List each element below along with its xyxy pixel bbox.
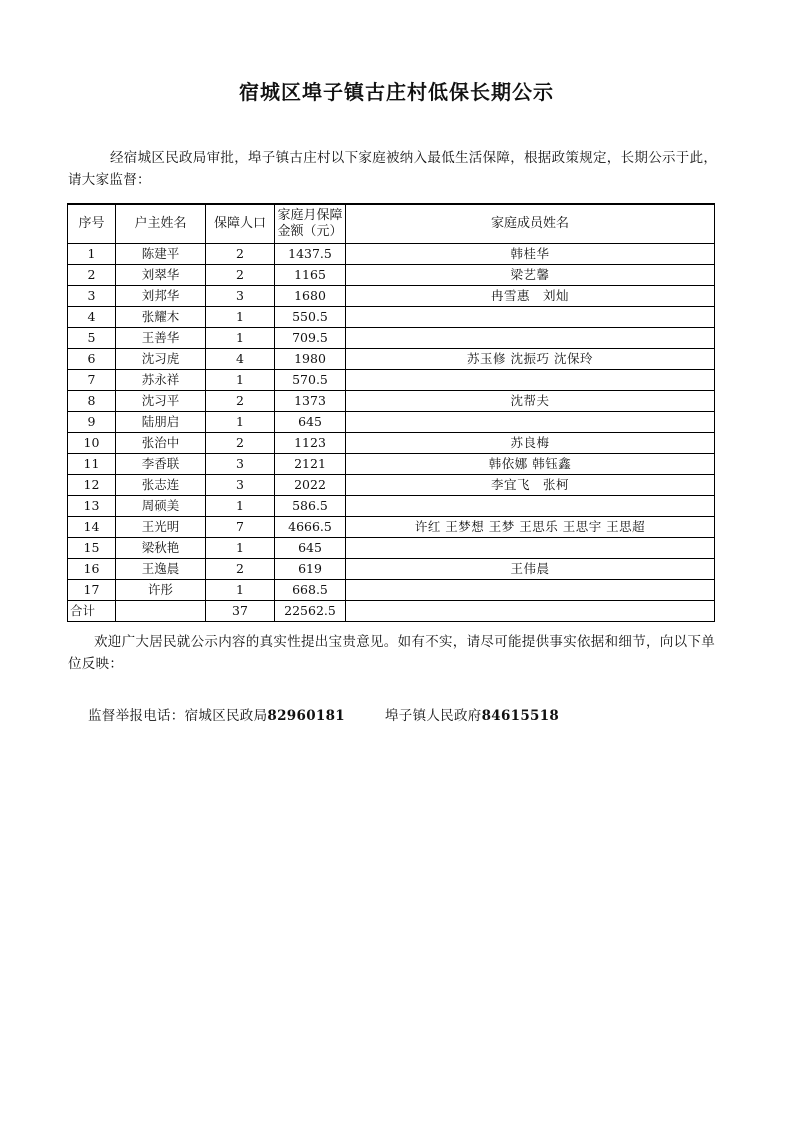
intro-paragraph: 经宿城区民政局审批，埠子镇古庄村以下家庭被纳入最低生活保障，根据政策规定，长期公示于此，请大家监督： [68,150,718,188]
cell-seq: 7 [68,370,116,391]
header-count: 保障人口 [206,204,275,244]
cell-householder: 张耀木 [116,307,206,328]
cell-count: 1 [206,328,275,349]
contact-line [88,704,559,724]
cell-members: 梁艺馨 [346,265,715,286]
cell-members [346,496,715,517]
cell-amount: 1437.5 [275,244,346,265]
cell-members [346,307,715,328]
table-row [68,391,715,412]
cell-seq: 8 [68,391,116,412]
cell-householder: 陆朋启 [116,412,206,433]
contact-phone-1: 82960181 [267,708,345,724]
table-row [68,538,715,559]
cell-count: 1 [206,580,275,601]
cell-seq: 5 [68,328,116,349]
header-amount: 家庭月保障金额（元） [275,204,346,244]
cell-members [346,328,715,349]
cell-householder: 张治中 [116,433,206,454]
cell-seq: 10 [68,433,116,454]
cell-seq: 15 [68,538,116,559]
cell-seq: 12 [68,475,116,496]
cell-seq: 4 [68,307,116,328]
cell-seq: 2 [68,265,116,286]
cell-count: 2 [206,265,275,286]
cell-seq: 11 [68,454,116,475]
cell-amount: 2022 [275,475,346,496]
cell-members [346,538,715,559]
cell-householder: 刘翠华 [116,265,206,286]
table-header-row [68,204,715,244]
table-row [68,454,715,475]
contact-phone-2: 84615518 [481,708,560,724]
cell-members: 苏玉修 沈振巧 沈保玲 [346,349,715,370]
cell-householder: 李香联 [116,454,206,475]
cell-householder: 王逸晨 [116,559,206,580]
cell-amount: 645 [275,538,346,559]
cell-householder: 梁秋艳 [116,538,206,559]
cell-count: 2 [206,244,275,265]
cell-amount: 550.5 [275,307,346,328]
cell-count: 1 [206,307,275,328]
contact-org-1: 宿城区民政局 [184,708,268,724]
cell-householder: 沈习平 [116,391,206,412]
cell-householder: 周硕美 [116,496,206,517]
cell-seq: 1 [68,244,116,265]
header-seq: 序号 [68,204,116,244]
table-row [68,517,715,538]
cell-count: 1 [206,496,275,517]
subsidy-table [67,203,715,622]
table-row [68,286,715,307]
total-label: 合计 [68,601,116,622]
cell-count: 2 [206,433,275,454]
cell-amount: 645 [275,412,346,433]
contact-org-2: 埠子镇人民政府 [384,708,482,724]
table-row [68,244,715,265]
cell-count: 4 [206,349,275,370]
cell-members: 韩桂华 [346,244,715,265]
cell-amount: 709.5 [275,328,346,349]
total-members [346,601,715,622]
cell-householder: 张志连 [116,475,206,496]
cell-members: 许红 王梦想 王梦 王思乐 王思宇 王思超 [346,517,715,538]
cell-seq: 3 [68,286,116,307]
cell-members [346,580,715,601]
cell-householder: 刘邦华 [116,286,206,307]
table-row [68,433,715,454]
table-row [68,412,715,433]
cell-members: 沈帮夫 [346,391,715,412]
total-row [68,601,715,622]
table-row [68,475,715,496]
table-row [68,580,715,601]
cell-householder: 苏永祥 [116,370,206,391]
cell-members: 冉雪惠 刘灿 [346,286,715,307]
table-row [68,370,715,391]
cell-count: 1 [206,370,275,391]
cell-members: 王伟晨 [346,559,715,580]
cell-members [346,412,715,433]
cell-amount: 1980 [275,349,346,370]
cell-amount: 586.5 [275,496,346,517]
cell-householder: 陈建平 [116,244,206,265]
cell-seq: 16 [68,559,116,580]
cell-seq: 6 [68,349,116,370]
cell-amount: 1373 [275,391,346,412]
contact-label: 监督举报电话： [88,708,185,724]
cell-householder: 沈习虎 [116,349,206,370]
total-count: 37 [206,601,275,622]
total-householder [116,601,206,622]
cell-count: 1 [206,412,275,433]
total-amount: 22562.5 [275,601,346,622]
cell-members: 李宜飞 张柯 [346,475,715,496]
cell-seq: 17 [68,580,116,601]
cell-members: 韩依娜 韩钰鑫 [346,454,715,475]
cell-count: 1 [206,538,275,559]
cell-seq: 14 [68,517,116,538]
header-members: 家庭成员姓名 [346,204,715,244]
cell-count: 7 [206,517,275,538]
cell-count: 3 [206,475,275,496]
cell-householder: 许彤 [116,580,206,601]
cell-count: 2 [206,391,275,412]
table-body [68,244,715,601]
cell-amount: 1123 [275,433,346,454]
table-row [68,349,715,370]
cell-seq: 9 [68,412,116,433]
cell-amount: 4666.5 [275,517,346,538]
table-row [68,559,715,580]
cell-householder: 王光明 [116,517,206,538]
page-title: 宿城区埠子镇古庄村低保长期公示 [239,80,554,104]
cell-count: 3 [206,286,275,307]
table-row [68,265,715,286]
cell-amount: 619 [275,559,346,580]
table-row [68,307,715,328]
cell-members: 苏良梅 [346,433,715,454]
cell-householder: 王善华 [116,328,206,349]
cell-members [346,370,715,391]
cell-amount: 2121 [275,454,346,475]
cell-amount: 570.5 [275,370,346,391]
cell-count: 2 [206,559,275,580]
cell-seq: 13 [68,496,116,517]
cell-amount: 1165 [275,265,346,286]
cell-amount: 668.5 [275,580,346,601]
header-householder: 户主姓名 [116,204,206,244]
table-row [68,328,715,349]
feedback-paragraph: 欢迎广大居民就公示内容的真实性提出宝贵意见。如有不实，请尽可能提供事实依据和细节，向以下单位反映： [68,634,715,672]
cell-count: 3 [206,454,275,475]
cell-amount: 1680 [275,286,346,307]
table-row [68,496,715,517]
